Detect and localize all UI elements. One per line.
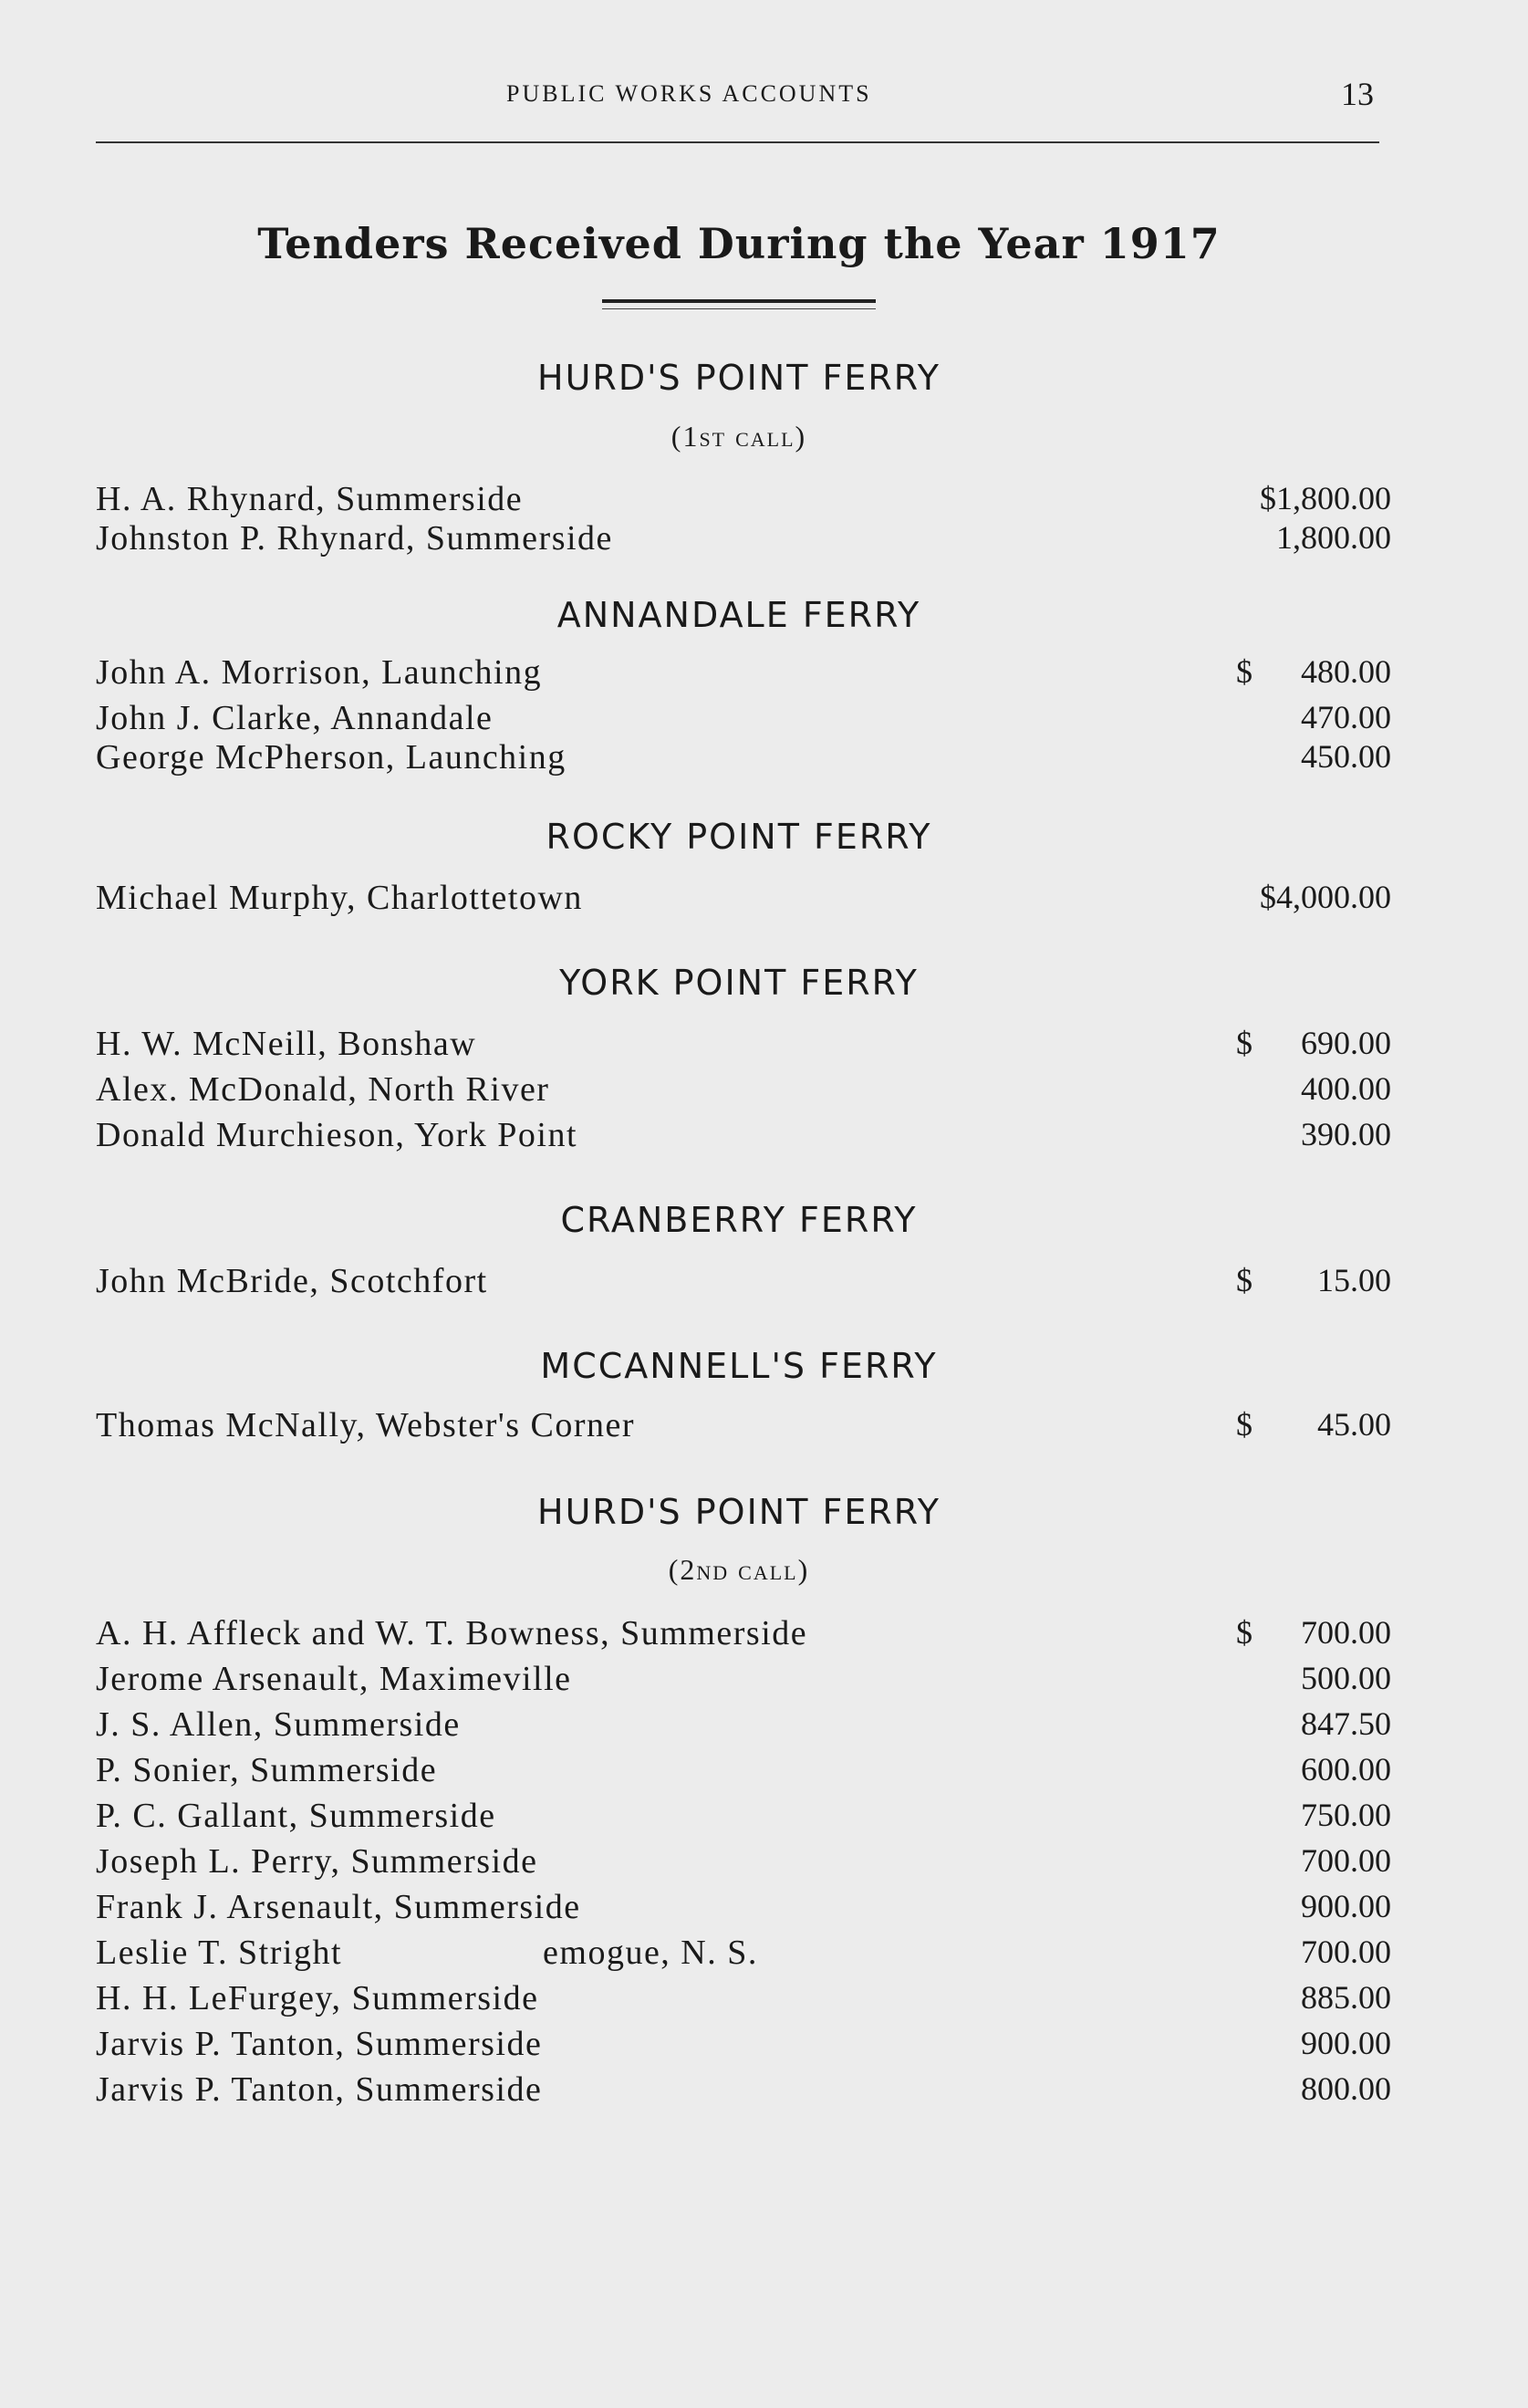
tender-row [0,1115,1528,1157]
tender-row [0,1841,1528,1883]
tender-row [0,1796,1528,1838]
tender-amount: 1,800.00 [1276,519,1391,556]
tender-amount: 450.00 [1301,738,1391,775]
tender-row [0,1261,1528,1303]
tender-amount: 800.00 [1301,2070,1391,2107]
tender-amount: 690.00 [1301,1025,1391,1061]
section-title: HURD'S POINT FERRY [537,1492,941,1532]
tender-amount: 45.00 [1317,1406,1391,1443]
tender-amount: $1,800.00 [1260,480,1391,516]
tenderer-name: Jarvis P. Tanton, Summerside [96,2025,543,2063]
page-title: Tenders Received During the Year 1917 [257,219,1221,268]
tenderer-name: A. H. Affleck and W. T. Bowness, Summerside [96,1614,808,1652]
dollar-sign: $ [1236,653,1253,690]
section-title: HURD'S POINT FERRY [537,358,941,398]
tender-amount: 885.00 [1301,1979,1391,2016]
tender-amount: 600.00 [1301,1751,1391,1788]
section-title: CRANBERRY FERRY [560,1200,918,1240]
tender-row [0,737,1528,779]
tenderer-name: Thomas McNally, Webster's Corner [96,1406,636,1444]
running-head [0,75,1528,111]
tender-row [0,878,1528,920]
tenderer-name: Joseph L. Perry, Summerside [96,1842,538,1881]
tender-amount: 390.00 [1301,1116,1391,1152]
tenderer-name: P. Sonier, Summerside [96,1751,438,1789]
tenderer-name: George McPherson, Launching [96,738,567,777]
tender-row [0,1978,1528,2020]
title-rule [602,299,876,303]
header-rule [96,141,1379,143]
tenderer-name: H. H. LeFurgey, Summerside [96,1979,539,2017]
tender-row [0,518,1528,560]
tender-row [0,1704,1528,1746]
tender-amount: 400.00 [1301,1070,1391,1107]
tender-row [0,1750,1528,1792]
tenderer-name: Leslie T. Stright emogue, N. S. [96,1934,758,1972]
tender-amount: 700.00 [1301,1614,1391,1651]
section-title: ANNANDALE FERRY [556,595,921,635]
tenderer-name: Michael Murphy, Charlottetown [96,879,583,917]
tender-amount: 700.00 [1301,1934,1391,1970]
tender-amount: 900.00 [1301,1888,1391,1924]
tender-row [0,652,1528,694]
tenderer-name: John J. Clarke, Annandale [96,699,494,737]
tenderer-name: Jarvis P. Tanton, Summerside [96,2070,543,2109]
tender-amount: 847.50 [1301,1705,1391,1742]
section-subtitle: (2nd call) [668,1553,810,1586]
tender-amount: $4,000.00 [1260,879,1391,915]
tender-amount: 15.00 [1317,1262,1391,1298]
tender-row [0,2024,1528,2066]
tender-amount: 470.00 [1301,699,1391,735]
section-title: MCCANNELL'S FERRY [540,1346,938,1386]
tender-amount: 700.00 [1301,1842,1391,1879]
tenderer-name: P. C. Gallant, Summerside [96,1797,496,1835]
tenderer-name: Johnston P. Rhynard, Summerside [96,519,613,558]
tenderer-name: H. A. Rhynard, Summerside [96,480,524,518]
tenderer-name: John A. Morrison, Launching [96,653,543,692]
tenderer-name: Frank J. Arsenault, Summerside [96,1888,581,1926]
tender-row [0,1933,1528,1975]
section-title: ROCKY POINT FERRY [546,817,932,857]
tender-row [0,2069,1528,2111]
section-title: YORK POINT FERRY [559,963,919,1003]
tender-amount: 900.00 [1301,2025,1391,2061]
tender-row [0,479,1528,521]
tender-amount: 500.00 [1301,1660,1391,1696]
tenderer-name: Jerome Arsenault, Maximeville [96,1660,572,1698]
page-number: 13 [1341,76,1374,112]
tender-row [0,1659,1528,1701]
section-subtitle: (1st call) [670,420,807,453]
running-title: PUBLIC WORKS ACCOUNTS [506,80,872,107]
tender-row [0,1887,1528,1929]
tender-amount: 480.00 [1301,653,1391,690]
tenderer-name: J. S. Allen, Summerside [96,1705,461,1744]
dollar-sign: $ [1236,1614,1253,1651]
tenderer-name: John McBride, Scotchfort [96,1262,488,1300]
tender-row [0,1613,1528,1655]
dollar-sign: $ [1236,1025,1253,1061]
tender-row [0,1024,1528,1066]
tenderer-name: Donald Murchieson, York Point [96,1116,578,1154]
title-rule-thin [602,308,876,309]
tender-row [0,698,1528,740]
tender-row [0,1069,1528,1111]
tenderer-name: Alex. McDonald, North River [96,1070,550,1109]
tender-amount: 750.00 [1301,1797,1391,1833]
dollar-sign: $ [1236,1406,1253,1443]
tenderer-name: H. W. McNeill, Bonshaw [96,1025,477,1063]
tender-row [0,1405,1528,1447]
dollar-sign: $ [1236,1262,1253,1298]
